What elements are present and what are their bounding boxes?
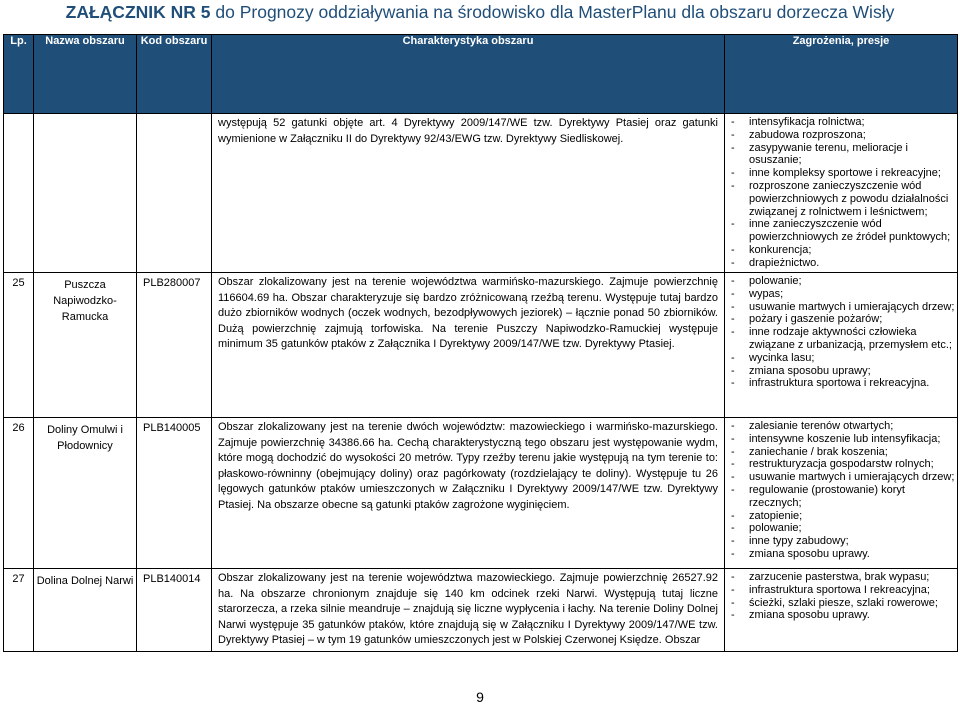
threat-item: - wypas;: [729, 288, 955, 301]
threat-item: - pożary i gaszenie pożarów;: [729, 313, 955, 326]
threat-item: - zmiana sposobu uprawy.: [729, 548, 955, 561]
table-row: [4, 569, 958, 652]
threat-item: - wycinka lasu;: [729, 352, 955, 365]
threat-item: - drapieżnictwo.: [729, 257, 955, 270]
threat-item: - konkurencja;: [729, 244, 955, 257]
page-number: 9: [476, 689, 484, 705]
document-title: [0, 2, 960, 23]
threat-item: - inne typy zabudowy;: [729, 535, 955, 548]
threat-item: - inne rodzaje aktywności człowieka związane z urbanizacją, przemysłem etc.;: [729, 326, 955, 352]
row-number: 26: [4, 418, 34, 569]
area-description: Obszar zlokalizowany jest na terenie województwa warmińsko-mazurskiego. Zajmuje powierzchnię 116604.69 ha. Obszar charakteryzuje się bardzo zróżnicowaną rzeźbą terenu. Występuje tutaj bardzo dużo zbiorników wodnych (oczek wodnych, bezodpływowych jeziorek) – łącznie ponad 50 zbiorników. Dużą powierzchnię zajmują torfowiska. Na terenie Puszczy Napiwodzko-Ramuckiej występuje minimum 35 gatunków ptaków z Załącznika I Dyrektywy 2009/147/WE tzw. Dyrektywy Ptasiej.: [212, 273, 725, 418]
threat-item: - zalesianie terenów otwartych;: [729, 420, 955, 433]
area-code: PLB280007: [137, 273, 212, 418]
area-name: [34, 114, 137, 273]
area-description: Obszar zlokalizowany jest na terenie dwóch województw: mazowieckiego i warmińsko-mazurskiego. Zajmuje powierzchnię 34386.66 ha. Cechą charakterystyczną tego obszaru jest występowanie wydm, które mogą dochodzić do wysokości 20 metrów. Typy rzeźby terenu jakie występują na tym terenie to: płaskowo-równinny (obejmujący doliny) oraz pagórkowaty (rozdzielający te doliny). Występuje tu 26 lęgowych gatunków ptaków umieszczonych w Załączniku I Dyrektywy 2009/147/WE tzw. Dyrektywy Ptasiej. Na obszarze obecne są gatunki ptaków zagrożone wyginięciem.: [212, 418, 725, 569]
area-threats: [725, 418, 958, 569]
threat-item: - zarzucenie pasterstwa, brak wypasu;: [729, 571, 955, 584]
table-row: [4, 114, 958, 273]
title-annex-label: ZAŁĄCZNIK NR 5: [65, 2, 211, 22]
area-code: PLB140014: [137, 569, 212, 652]
table-row: [4, 418, 958, 569]
area-name: Dolina Dolnej Narwi: [34, 569, 137, 652]
threat-item: - restrukturyzacja gospodarstw rolnych;: [729, 458, 955, 471]
threat-item: - infrastruktura sportowa I rekreacyjna;: [729, 584, 955, 597]
table-body: [4, 114, 958, 652]
area-name: Puszcza Napiwodzko-Ramucka: [34, 273, 137, 418]
row-number: 27: [4, 569, 34, 652]
area-threats: [725, 114, 958, 273]
threat-item: - zmiana sposobu uprawy.: [729, 609, 955, 622]
area-name: Doliny Omulwi i Płodownicy: [34, 418, 137, 569]
header-lp: Lp.: [4, 35, 34, 114]
header-description: Charakterystyka obszaru: [212, 35, 725, 114]
threat-item: - zasypywanie terenu, melioracje i osuszanie;: [729, 142, 955, 168]
threat-item: - usuwanie martwych i umierających drzew;: [729, 471, 955, 484]
table-header-row: [4, 35, 958, 114]
threats-list: [729, 275, 955, 390]
threat-item: - zatopienie;: [729, 510, 955, 523]
header-name: Nazwa obszaru: [34, 35, 137, 114]
row-number: 25: [4, 273, 34, 418]
threats-list: [729, 116, 955, 270]
threat-item: - zmiana sposobu uprawy;: [729, 365, 955, 378]
threat-item: - inne kompleksy sportowe i rekreacyjne;: [729, 167, 955, 180]
threat-item: - infrastruktura sportowa i rekreacyjna.: [729, 377, 955, 390]
natura-areas-table: [3, 34, 958, 652]
area-description: Obszar zlokalizowany jest na terenie województwa mazowieckiego. Zajmuje powierzchnię 26527.92 ha. Na obszarze chronionym znajduje się 140 km odcinek rzeki Narwi. Występują tutaj liczne starorzecza, a rzeka silnie meandruje – znajdują się liczne wypłycenia i łachy. Na terenie Doliny Dolnej Narwi występuje 35 gatunków ptaków, które znajdują się w Załączniku I Dyrektywy 2009/147/WE tzw. Dyrektywy Ptasiej – w tym 19 gatunków umieszczonych jest w Polskiej Czerwonej Księdze. Obszar: [212, 569, 725, 652]
threat-item: - zabudowa rozproszona;: [729, 129, 955, 142]
table-row: [4, 273, 958, 418]
threat-item: - intensyfikacja rolnictwa;: [729, 116, 955, 129]
area-threats: [725, 569, 958, 652]
threat-item: - intensywne koszenie lub intensyfikacja;: [729, 433, 955, 446]
threat-item: - regulowanie (prostowanie) koryt rzecznych;: [729, 484, 955, 510]
threat-item: - polowanie;: [729, 522, 955, 535]
header-code: Kod obszaru: [137, 35, 212, 114]
threat-item: - inne zanieczyszczenie wód powierzchniowych ze źródeł punktowych;: [729, 218, 955, 244]
area-description: występują 52 gatunki objęte art. 4 Dyrektywy 2009/147/WE tzw. Dyrektywy Ptasiej oraz gatunki wymienione w Załączniku II do Dyrektywy 92/43/EWG tzw. Dyrektywy Siedliskowej.: [212, 114, 725, 273]
threat-item: - rozproszone zanieczyszczenie wód powierzchniowych z powodu działalności związanej z rolnictwem i leśnictwem;: [729, 180, 955, 218]
area-code: [137, 114, 212, 273]
threat-item: - ścieżki, szlaki piesze, szlaki rowerowe;: [729, 597, 955, 610]
threat-item: - usuwanie martwych i umierających drzew;: [729, 301, 955, 314]
title-text: do Prognozy oddziaływania na środowisko dla MasterPlanu dla obszaru dorzecza Wisły: [210, 2, 895, 22]
threat-item: - zaniechanie / brak koszenia;: [729, 446, 955, 459]
area-code: PLB140005: [137, 418, 212, 569]
header-threats: Zagrożenia, presje: [725, 35, 958, 114]
threats-list: [729, 420, 955, 561]
threat-item: - polowanie;: [729, 275, 955, 288]
area-threats: [725, 273, 958, 418]
row-number: [4, 114, 34, 273]
threats-list: [729, 571, 955, 622]
